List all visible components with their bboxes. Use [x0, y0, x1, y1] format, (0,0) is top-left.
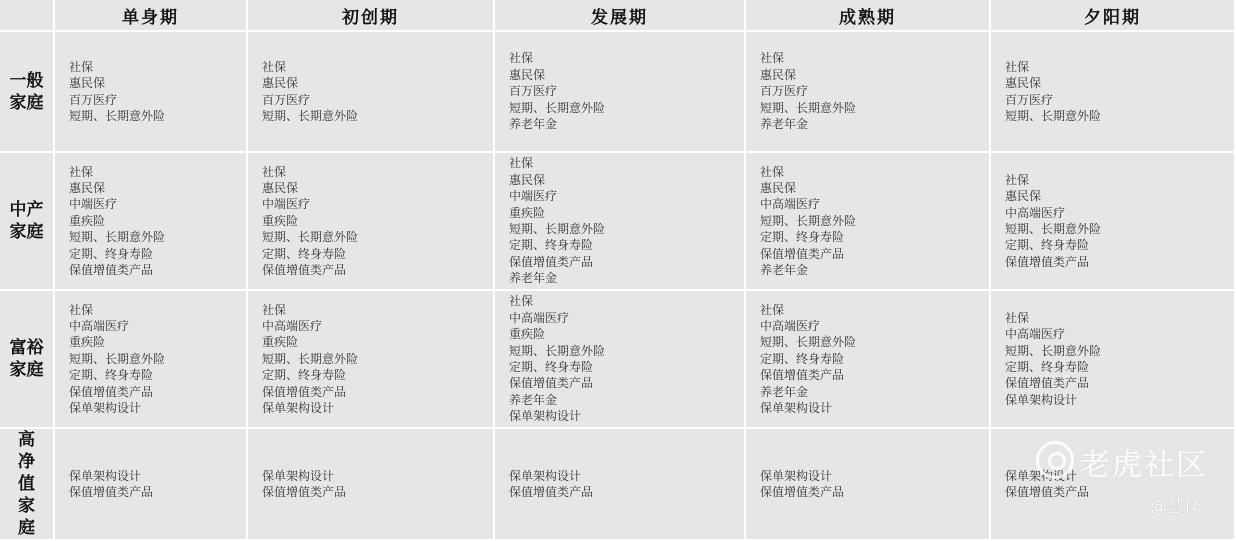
- watermark-brand: 老虎社区: [1080, 448, 1208, 483]
- header-startup: 初创期: [248, 0, 495, 32]
- list-item: • 中端医疗: [248, 196, 493, 212]
- list-item: • 惠民保: [248, 75, 493, 91]
- list-item: • 重疾险: [248, 334, 493, 350]
- coverage-list: [55, 59, 246, 125]
- list-item: • 短期、长期意外险: [248, 108, 493, 124]
- list-item: • 定期、终身寿险: [55, 367, 246, 383]
- list-item: • 保值增值类产品: [55, 384, 246, 400]
- list-item: • 社保: [746, 164, 989, 180]
- list-item: • 养老年金: [495, 392, 744, 408]
- list-item: • 保值增值类产品: [991, 254, 1234, 270]
- list-item: • 保值增值类产品: [495, 375, 744, 391]
- coverage-list: [991, 172, 1234, 270]
- list-item: • 中高端医疗: [495, 310, 744, 326]
- row-label: [0, 291, 55, 429]
- list-item: • 保值增值类产品: [746, 246, 989, 262]
- list-item: • 短期、长期意外险: [248, 229, 493, 245]
- coverage-cell: [746, 429, 991, 541]
- list-item: • 保单架构设计: [55, 400, 246, 416]
- coverage-cell: [55, 291, 248, 429]
- list-item: • 中端医疗: [495, 188, 744, 204]
- list-item: • 养老年金: [495, 270, 744, 286]
- coverage-list: [248, 468, 493, 501]
- list-item: • 定期、终身寿险: [746, 351, 989, 367]
- row-label: [0, 429, 55, 541]
- list-item: • 惠民保: [495, 67, 744, 83]
- list-item: • 惠民保: [746, 67, 989, 83]
- list-item: • 社保: [746, 302, 989, 318]
- list-item: • 养老年金: [746, 262, 989, 278]
- coverage-list: [991, 310, 1234, 408]
- list-item: • 保单架构设计: [55, 468, 246, 484]
- header-single: 单身期: [55, 0, 248, 32]
- table-row: [0, 153, 1236, 291]
- list-item: • 短期、长期意外险: [55, 351, 246, 367]
- list-item: • 定期、终身寿险: [746, 229, 989, 245]
- list-item: • 定期、终身寿险: [55, 246, 246, 262]
- header-growth: 发展期: [495, 0, 746, 32]
- list-item: • 定期、终身寿险: [495, 359, 744, 375]
- list-item: • 短期、长期意外险: [495, 343, 744, 359]
- list-item: • 社保: [991, 172, 1234, 188]
- list-item: • 中高端医疗: [248, 318, 493, 334]
- list-item: • 保单架构设计: [991, 392, 1234, 408]
- list-item: • 养老年金: [495, 116, 744, 132]
- coverage-cell: [55, 32, 248, 153]
- list-item: • 惠民保: [248, 180, 493, 196]
- list-item: • 保单架构设计: [746, 400, 989, 416]
- list-item: • 社保: [248, 302, 493, 318]
- list-item: • 惠民保: [495, 172, 744, 188]
- list-item: • 短期、长期意外险: [746, 100, 989, 116]
- coverage-list: [746, 468, 989, 501]
- list-item: • 中高端医疗: [991, 205, 1234, 221]
- coverage-cell: [55, 429, 248, 541]
- list-item: • 定期、终身寿险: [248, 367, 493, 383]
- list-item: • 社保: [495, 293, 744, 309]
- list-item: • 社保: [55, 164, 246, 180]
- list-item: • 惠民保: [746, 180, 989, 196]
- coverage-cell: [248, 291, 495, 429]
- coverage-list: [495, 155, 744, 286]
- corner-cell: [0, 0, 55, 32]
- list-item: • 重疾险: [248, 213, 493, 229]
- list-item: • 短期、长期意外险: [991, 343, 1234, 359]
- list-item: • 定期、终身寿险: [248, 246, 493, 262]
- coverage-cell: [495, 291, 746, 429]
- list-item: • 短期、长期意外险: [55, 108, 246, 124]
- coverage-cell: [248, 429, 495, 541]
- list-item: • 惠民保: [991, 188, 1234, 204]
- coverage-list: [495, 293, 744, 424]
- coverage-cell: [248, 153, 495, 291]
- coverage-list: [746, 302, 989, 417]
- list-item: • 社保: [991, 310, 1234, 326]
- list-item: • 保值增值类产品: [248, 484, 493, 500]
- list-item: • 社保: [248, 164, 493, 180]
- coverage-cell: [248, 32, 495, 153]
- coverage-cell: [991, 153, 1236, 291]
- table-row: [0, 291, 1236, 429]
- list-item: • 保值增值类产品: [746, 484, 989, 500]
- list-item: • 重疾险: [55, 334, 246, 350]
- row-label: [0, 153, 55, 291]
- list-item: • 重疾险: [55, 213, 246, 229]
- coverage-list: [746, 164, 989, 279]
- list-item: • 社保: [746, 50, 989, 66]
- list-item: • 重疾险: [495, 205, 744, 221]
- coverage-cell: [495, 153, 746, 291]
- list-item: • 养老年金: [746, 384, 989, 400]
- list-item: • 中高端医疗: [746, 318, 989, 334]
- row-label-text: 中产家庭: [9, 200, 44, 242]
- coverage-list: [495, 468, 744, 501]
- list-item: • 惠民保: [991, 75, 1234, 91]
- list-item: • 短期、长期意外险: [746, 334, 989, 350]
- list-item: • 百万医疗: [55, 92, 246, 108]
- list-item: • 社保: [495, 155, 744, 171]
- coverage-cell: [746, 291, 991, 429]
- header-mature: 成熟期: [746, 0, 991, 32]
- list-item: • 保值增值类产品: [248, 262, 493, 278]
- coverage-cell: [55, 153, 248, 291]
- list-item: • 保单架构设计: [248, 468, 493, 484]
- list-item: • 短期、长期意外险: [495, 100, 744, 116]
- list-item: • 百万医疗: [495, 83, 744, 99]
- row-label-text: 高净值家庭: [17, 430, 35, 538]
- list-item: • 保值增值类产品: [746, 367, 989, 383]
- header-sunset: 夕阳期: [991, 0, 1236, 32]
- list-item: • 保值增值类产品: [991, 484, 1234, 500]
- list-item: • 百万医疗: [746, 83, 989, 99]
- watermark-user: @慧择: [1150, 497, 1201, 517]
- header-row: [0, 0, 1236, 32]
- coverage-cell: [746, 153, 991, 291]
- list-item: • 中高端医疗: [746, 196, 989, 212]
- list-item: • 保单架构设计: [495, 468, 744, 484]
- coverage-list: [55, 164, 246, 279]
- coverage-cell: [991, 291, 1236, 429]
- list-item: • 保值增值类产品: [55, 262, 246, 278]
- list-item: • 社保: [495, 50, 744, 66]
- list-item: • 惠民保: [55, 75, 246, 91]
- list-item: • 百万医疗: [991, 92, 1234, 108]
- list-item: • 社保: [55, 302, 246, 318]
- list-item: • 保值增值类产品: [55, 484, 246, 500]
- list-item: • 保值增值类产品: [495, 254, 744, 270]
- list-item: • 保单架构设计: [495, 408, 744, 424]
- list-item: • 定期、终身寿险: [991, 359, 1234, 375]
- list-item: • 短期、长期意外险: [55, 229, 246, 245]
- coverage-list: [55, 302, 246, 417]
- list-item: • 定期、终身寿险: [495, 237, 744, 253]
- list-item: • 重疾险: [495, 326, 744, 342]
- watermark-logo-icon: [1036, 441, 1074, 479]
- list-item: • 短期、长期意外险: [746, 213, 989, 229]
- coverage-cell: [746, 32, 991, 153]
- coverage-cell: [495, 429, 746, 541]
- list-item: • 中高端医疗: [55, 318, 246, 334]
- coverage-cell: [495, 32, 746, 153]
- coverage-list: [248, 302, 493, 417]
- list-item: • 保单架构设计: [746, 468, 989, 484]
- list-item: • 社保: [55, 59, 246, 75]
- list-item: • 短期、长期意外险: [991, 108, 1234, 124]
- list-item: • 养老年金: [746, 116, 989, 132]
- coverage-list: [248, 164, 493, 279]
- list-item: • 惠民保: [55, 180, 246, 196]
- list-item: • 保值增值类产品: [495, 484, 744, 500]
- list-item: • 短期、长期意外险: [991, 221, 1234, 237]
- row-label-text: 富裕家庭: [9, 338, 44, 380]
- coverage-list: [248, 59, 493, 125]
- list-item: • 保值增值类产品: [248, 384, 493, 400]
- coverage-list: [495, 50, 744, 132]
- list-item: • 保单架构设计: [248, 400, 493, 416]
- list-item: • 百万医疗: [248, 92, 493, 108]
- coverage-cell: [991, 32, 1236, 153]
- row-label-text: 一般家庭: [9, 70, 44, 113]
- list-item: • 保值增值类产品: [991, 375, 1234, 391]
- coverage-list: [991, 59, 1234, 125]
- list-item: • 短期、长期意外险: [495, 221, 744, 237]
- list-item: • 短期、长期意外险: [248, 351, 493, 367]
- list-item: • 定期、终身寿险: [991, 237, 1234, 253]
- list-item: • 中高端医疗: [991, 326, 1234, 342]
- list-item: • 保单架构设计: [991, 468, 1234, 484]
- coverage-list: [55, 468, 246, 501]
- table-row: [0, 32, 1236, 153]
- row-label: [0, 32, 55, 153]
- list-item: • 社保: [991, 59, 1234, 75]
- list-item: • 中端医疗: [55, 196, 246, 212]
- list-item: • 社保: [248, 59, 493, 75]
- coverage-list: [746, 50, 989, 132]
